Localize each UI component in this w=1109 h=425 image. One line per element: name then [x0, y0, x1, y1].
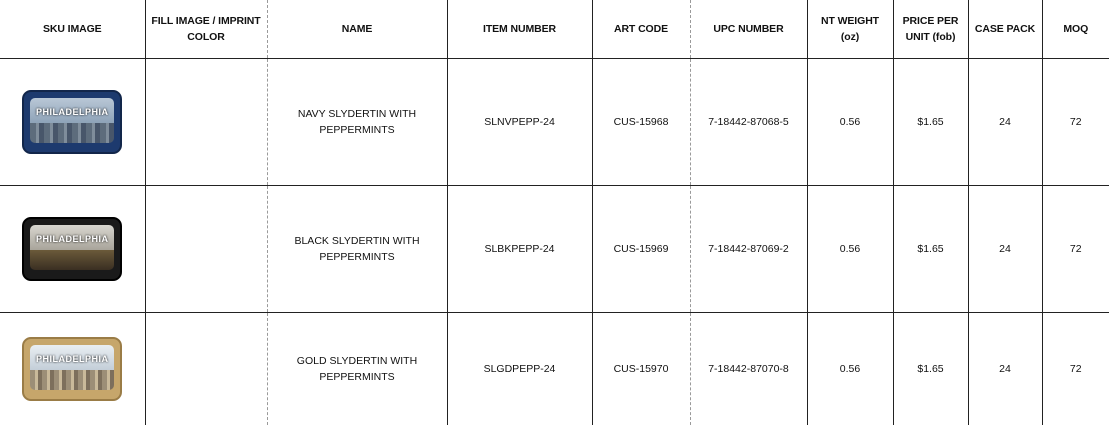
nt-weight-cell: 0.56: [807, 59, 893, 186]
header-sku-image: SKU IMAGE: [0, 0, 145, 59]
nt-weight-cell: 0.56: [807, 186, 893, 313]
price-cell: $1.65: [893, 186, 968, 313]
nt-weight-cell: 0.56: [807, 313, 893, 425]
header-art-code: ART CODE: [592, 0, 690, 59]
name-cell: [267, 59, 447, 186]
tin-label: PHILADELPHIA: [30, 231, 114, 247]
table-row: [0, 59, 1109, 186]
header-row: [0, 0, 1109, 59]
moq-cell: 72: [1042, 186, 1109, 313]
product-name: NAVY SLYDERTIN WITH PEPPERMINTS: [287, 106, 427, 138]
header-nt-weight: NT WEIGHT (oz): [807, 0, 893, 59]
tin-label: PHILADELPHIA: [30, 351, 114, 367]
case-pack-cell: 24: [968, 59, 1042, 186]
table-row: [0, 186, 1109, 313]
fill-image-cell: [145, 59, 267, 186]
item-number-cell: SLBKPEPP-24: [447, 186, 592, 313]
upc-number-cell: 7-18442-87068-5: [690, 59, 807, 186]
sku-image-cell: [0, 186, 145, 313]
case-pack-cell: 24: [968, 186, 1042, 313]
price-cell: $1.65: [893, 59, 968, 186]
moq-cell: 72: [1042, 59, 1109, 186]
black-tin-image: [22, 217, 122, 281]
sku-image-cell: [0, 313, 145, 425]
header-name: NAME: [267, 0, 447, 59]
header-moq: MOQ: [1042, 0, 1109, 59]
name-cell: [267, 313, 447, 425]
header-item-number: ITEM NUMBER: [447, 0, 592, 59]
item-number-cell: SLNVPEPP-24: [447, 59, 592, 186]
upc-number-cell: 7-18442-87069-2: [690, 186, 807, 313]
product-name: GOLD SLYDERTIN WITH PEPPERMINTS: [287, 353, 427, 385]
tin-label: PHILADELPHIA: [30, 104, 114, 120]
name-cell: [267, 186, 447, 313]
header-fill-image: FILL IMAGE / IMPRINT COLOR: [145, 0, 267, 59]
price-cell: $1.65: [893, 313, 968, 425]
header-case-pack: CASE PACK: [968, 0, 1042, 59]
product-name: BLACK SLYDERTIN WITH PEPPERMINTS: [287, 233, 427, 265]
navy-tin-image: [22, 90, 122, 154]
fill-image-cell: [145, 186, 267, 313]
moq-cell: 72: [1042, 313, 1109, 425]
art-code-cell: CUS-15968: [592, 59, 690, 186]
fill-image-cell: [145, 313, 267, 425]
header-price: PRICE PER UNIT (fob): [893, 0, 968, 59]
item-number-cell: SLGDPEPP-24: [447, 313, 592, 425]
art-code-cell: CUS-15969: [592, 186, 690, 313]
header-upc-number: UPC NUMBER: [690, 0, 807, 59]
gold-tin-image: [22, 337, 122, 401]
case-pack-cell: 24: [968, 313, 1042, 425]
sku-image-cell: [0, 59, 145, 186]
table-row: [0, 313, 1109, 425]
art-code-cell: CUS-15970: [592, 313, 690, 425]
upc-number-cell: 7-18442-87070-8: [690, 313, 807, 425]
